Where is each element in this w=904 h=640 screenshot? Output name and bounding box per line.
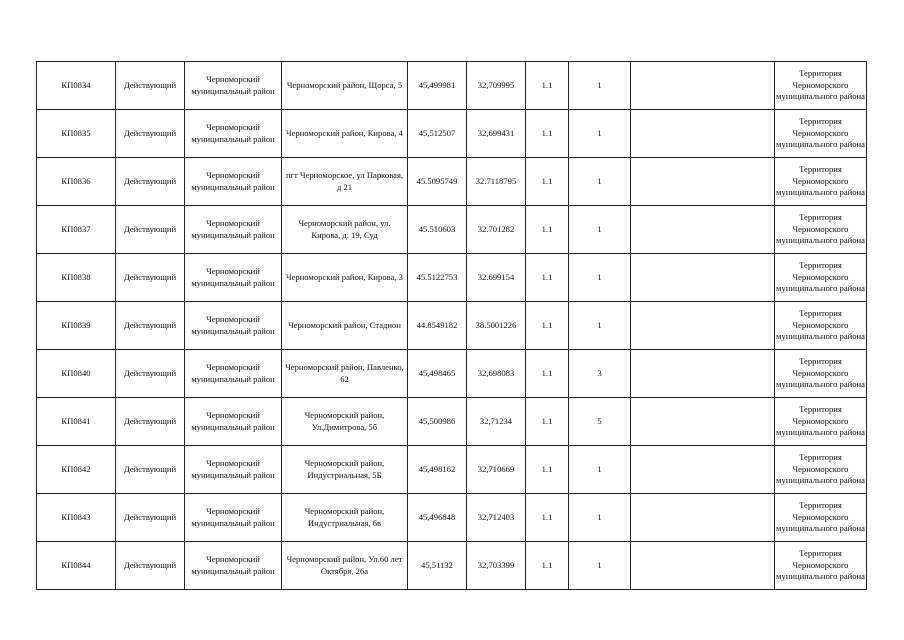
address-cell: Черноморский район, Кирова, 3 — [282, 254, 408, 302]
record-id-cell: КП0840 — [37, 350, 116, 398]
record-id-cell: КП0836 — [37, 158, 116, 206]
address-cell: Черноморский район, Ул.60 лет Октября, 26а — [282, 542, 408, 590]
quantity-cell: 1 — [569, 302, 631, 350]
table-row — [37, 110, 867, 158]
category-code-cell: 1.1 — [526, 254, 569, 302]
address-cell: Черноморский район, Индустриальная, 6в — [282, 494, 408, 542]
municipal-district-cell: Черноморский муниципальный район — [185, 110, 282, 158]
table-row — [37, 206, 867, 254]
record-id-cell: КП0842 — [37, 446, 116, 494]
latitude-cell: 45.510603 — [408, 206, 467, 254]
territory-cell: Территория Черноморского муниципального района — [775, 494, 867, 542]
status-cell: Действующий — [116, 494, 185, 542]
address-cell: пгт Черноморское, ул Парковая, д 21 — [282, 158, 408, 206]
quantity-cell: 1 — [569, 542, 631, 590]
longitude-cell: 32,709995 — [467, 62, 526, 110]
quantity-cell: 3 — [569, 350, 631, 398]
latitude-cell: 45.5122753 — [408, 254, 467, 302]
table-row — [37, 446, 867, 494]
quantity-cell: 1 — [569, 446, 631, 494]
category-code-cell: 1.1 — [526, 350, 569, 398]
status-cell: Действующий — [116, 398, 185, 446]
table-row — [37, 302, 867, 350]
category-code-cell: 1.1 — [526, 494, 569, 542]
address-cell: Черноморский район, Павленко, 62 — [282, 350, 408, 398]
record-id-cell: КП0839 — [37, 302, 116, 350]
territory-cell: Территория Черноморского муниципального района — [775, 206, 867, 254]
empty-cell-cell — [631, 62, 775, 110]
latitude-cell: 45.5095749 — [408, 158, 467, 206]
quantity-cell: 1 — [569, 110, 631, 158]
empty-cell-cell — [631, 494, 775, 542]
municipal-district-cell: Черноморский муниципальный район — [185, 254, 282, 302]
municipal-district-cell: Черноморский муниципальный район — [185, 446, 282, 494]
address-cell: Черноморский район, Ул.Димитрова, 5б — [282, 398, 408, 446]
record-id-cell: КП0843 — [37, 494, 116, 542]
table-row — [37, 254, 867, 302]
longitude-cell: 32,710669 — [467, 446, 526, 494]
territory-cell: Территория Черноморского муниципального района — [775, 302, 867, 350]
address-cell: Черноморский район, Стадион — [282, 302, 408, 350]
latitude-cell: 45,499981 — [408, 62, 467, 110]
municipal-district-cell: Черноморский муниципальный район — [185, 158, 282, 206]
longitude-cell: 32,712403 — [467, 494, 526, 542]
latitude-cell: 45,498465 — [408, 350, 467, 398]
category-code-cell: 1.1 — [526, 62, 569, 110]
territory-cell: Территория Черноморского муниципального района — [775, 398, 867, 446]
longitude-cell: 32,698083 — [467, 350, 526, 398]
address-cell: Черноморский район, Индустриальная, 5Б — [282, 446, 408, 494]
empty-cell-cell — [631, 446, 775, 494]
status-cell: Действующий — [116, 158, 185, 206]
quantity-cell: 1 — [569, 158, 631, 206]
quantity-cell: 1 — [569, 206, 631, 254]
category-code-cell: 1.1 — [526, 446, 569, 494]
latitude-cell: 44.8549182 — [408, 302, 467, 350]
longitude-cell: 32.701282 — [467, 206, 526, 254]
empty-cell-cell — [631, 110, 775, 158]
empty-cell-cell — [631, 206, 775, 254]
status-cell: Действующий — [116, 62, 185, 110]
municipal-district-cell: Черноморский муниципальный район — [185, 302, 282, 350]
category-code-cell: 1.1 — [526, 302, 569, 350]
territory-cell: Территория Черноморского муниципального района — [775, 446, 867, 494]
quantity-cell: 5 — [569, 398, 631, 446]
territory-cell: Территория Черноморского муниципального района — [775, 62, 867, 110]
status-cell: Действующий — [116, 350, 185, 398]
address-cell: Черноморский район, ул. Кирова, д. 19, Суд — [282, 206, 408, 254]
record-id-cell: КП0837 — [37, 206, 116, 254]
status-cell: Действующий — [116, 110, 185, 158]
empty-cell-cell — [631, 254, 775, 302]
empty-cell-cell — [631, 350, 775, 398]
latitude-cell: 45,496848 — [408, 494, 467, 542]
territory-cell: Территория Черноморского муниципального района — [775, 158, 867, 206]
record-id-cell: КП0835 — [37, 110, 116, 158]
latitude-cell: 45,51132 — [408, 542, 467, 590]
record-id-cell: КП0834 — [37, 62, 116, 110]
status-cell: Действующий — [116, 206, 185, 254]
municipal-district-cell: Черноморский муниципальный район — [185, 398, 282, 446]
table-row — [37, 62, 867, 110]
record-id-cell: КП0838 — [37, 254, 116, 302]
table-row — [37, 494, 867, 542]
longitude-cell: 32.699154 — [467, 254, 526, 302]
category-code-cell: 1.1 — [526, 110, 569, 158]
status-cell: Действующий — [116, 302, 185, 350]
status-cell: Действующий — [116, 542, 185, 590]
municipal-district-cell: Черноморский муниципальный район — [185, 542, 282, 590]
longitude-cell: 32,703399 — [467, 542, 526, 590]
table-row — [37, 398, 867, 446]
municipal-district-cell: Черноморский муниципальный район — [185, 62, 282, 110]
quantity-cell: 1 — [569, 494, 631, 542]
territory-cell: Территория Черноморского муниципального района — [775, 254, 867, 302]
empty-cell-cell — [631, 158, 775, 206]
category-code-cell: 1.1 — [526, 398, 569, 446]
latitude-cell: 45,500986 — [408, 398, 467, 446]
latitude-cell: 45,512507 — [408, 110, 467, 158]
table-row — [37, 350, 867, 398]
municipal-district-cell: Черноморский муниципальный район — [185, 350, 282, 398]
municipal-district-cell: Черноморский муниципальный район — [185, 494, 282, 542]
record-id-cell: КП0844 — [37, 542, 116, 590]
latitude-cell: 45,498162 — [408, 446, 467, 494]
address-cell: Черноморский район, Кирова, 4 — [282, 110, 408, 158]
table-row — [37, 542, 867, 590]
status-cell: Действующий — [116, 446, 185, 494]
quantity-cell: 1 — [569, 62, 631, 110]
territory-cell: Территория Черноморского муниципального района — [775, 350, 867, 398]
territory-cell: Территория Черноморского муниципального района — [775, 110, 867, 158]
longitude-cell: 38.5001226 — [467, 302, 526, 350]
longitude-cell: 32,699431 — [467, 110, 526, 158]
status-cell: Действующий — [116, 254, 185, 302]
empty-cell-cell — [631, 542, 775, 590]
category-code-cell: 1.1 — [526, 158, 569, 206]
registry-rows — [37, 62, 867, 590]
registry-table — [36, 61, 867, 590]
longitude-cell: 32,71234 — [467, 398, 526, 446]
empty-cell-cell — [631, 398, 775, 446]
record-id-cell: КП0841 — [37, 398, 116, 446]
category-code-cell: 1.1 — [526, 206, 569, 254]
category-code-cell: 1.1 — [526, 542, 569, 590]
municipal-district-cell: Черноморский муниципальный район — [185, 206, 282, 254]
table-row — [37, 158, 867, 206]
territory-cell: Территория Черноморского муниципального района — [775, 542, 867, 590]
empty-cell-cell — [631, 302, 775, 350]
address-cell: Черноморский район, Щорса, 5 — [282, 62, 408, 110]
quantity-cell: 1 — [569, 254, 631, 302]
longitude-cell: 32.7118795 — [467, 158, 526, 206]
